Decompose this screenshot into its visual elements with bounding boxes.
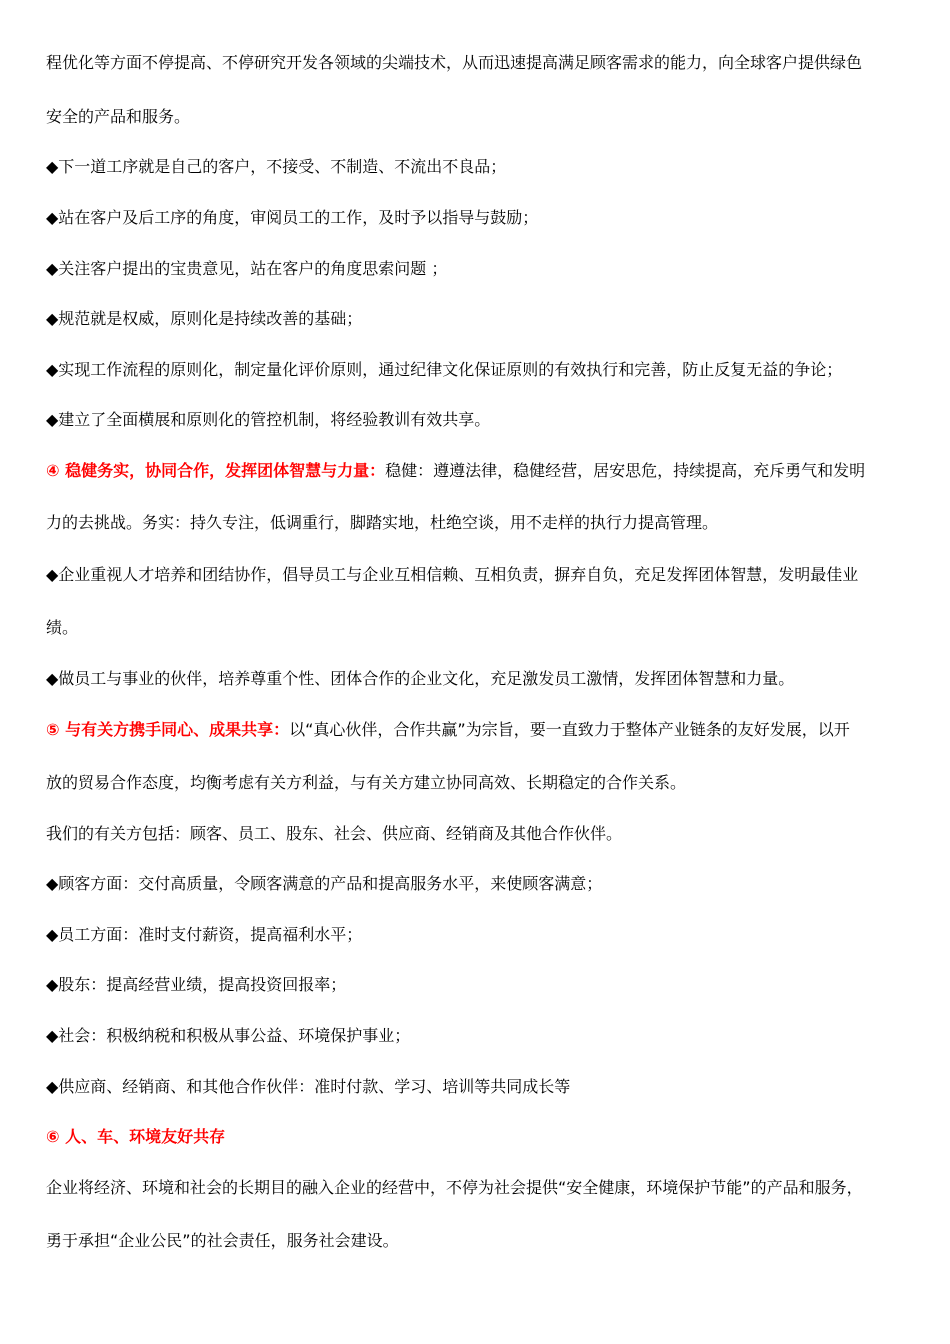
section-4-text: 稳健：遵遵法律，稳健经营，居安思危，持续提高，充斥勇气和发明 [385, 461, 866, 480]
section-5-text: 以“真心伙伴，合作共赢”为宗旨，要一直致力于整体产业链条的友好发展，以开 [289, 720, 850, 739]
paragraph-line: 绩。 [46, 618, 79, 637]
bullet-item: ◆站在客户及后工序的角度，审阅员工的工作，及时予以指导与鼓励； [46, 208, 539, 227]
paragraph-line: 程优化等方面不停提高、不停研究开发各领域的尖端技术，从而迅速提高满足顾客需求的能力，向全球客户提供绿色 [46, 53, 863, 72]
bullet-item: ◆实现工作流程的原则化，制定量化评价原则，通过纪律文化保证原则的有效执行和完善，防止反复无益的争论； [46, 360, 843, 379]
bullet-item: ◆社会：积极纳税和积极从事公益、环境保护事业； [46, 1026, 411, 1045]
section-5-line [46, 719, 920, 741]
section-4-heading: ④ 稳健务实，协同合作，发挥团体智慧与力量： [46, 461, 386, 480]
paragraph-line: 我们的有关方包括：顾客、员工、股东、社会、供应商、经销商及其他合作伙伴。 [46, 824, 623, 843]
paragraph-line: 安全的产品和服务。 [46, 107, 191, 126]
bullet-item: ◆企业重视人才培养和团结协作，倡导员工与企业互相信赖、互相负责，摒弃自负，充足发挥团体智慧，发明最佳业 [46, 565, 859, 584]
paragraph-line: 勇于承担“企业公民”的社会责任，服务社会建设。 [46, 1231, 399, 1250]
paragraph-line: 企业将经济、环境和社会的长期目的融入企业的经营中，不停为社会提供“安全健康，环境保护节能”的产品和服务， [46, 1178, 863, 1197]
section-4-line [46, 460, 920, 482]
section-5-heading: ⑤ 与有关方携手同心、成果共享： [46, 720, 290, 739]
bullet-item: ◆做员工与事业的伙伴，培养尊重个性、团体合作的企业文化，充足激发员工激情，发挥团体智慧和力量。 [46, 669, 795, 688]
bullet-item: ◆股东：提高经营业绩，提高投资回报率； [46, 975, 347, 994]
paragraph-line: 力的去挑战。务实：持久专注，低调重行，脚踏实地，杜绝空谈，用不走样的执行力提高管理。 [46, 513, 719, 532]
bullet-item: ◆建立了全面横展和原则化的管控机制，将经验教训有效共享。 [46, 410, 491, 429]
bullet-item: ◆下一道工序就是自己的客户，不接受、不制造、不流出不良品； [46, 157, 507, 176]
section-6-heading: ⑥ 人、车、环境友好共存 [46, 1127, 226, 1146]
paragraph-line: 放的贸易合作态度，均衡考虑有关方利益，与有关方建立协同高效、长期稳定的合作关系。 [46, 773, 687, 792]
bullet-item: ◆员工方面：准时支付薪资，提高福利水平； [46, 925, 363, 944]
bullet-item: ◆关注客户提出的宝贵意见，站在客户的角度思索问题 ； [46, 259, 448, 278]
bullet-item: ◆供应商、经销商、和其他合作伙伴：准时付款、学习、培训等共同成长等 [46, 1077, 571, 1096]
bullet-item: ◆规范就是权威，原则化是持续改善的基础； [46, 309, 363, 328]
bullet-item: ◆顾客方面：交付高质量，令顾客满意的产品和提高服务水平，来使顾客满意； [46, 874, 603, 893]
